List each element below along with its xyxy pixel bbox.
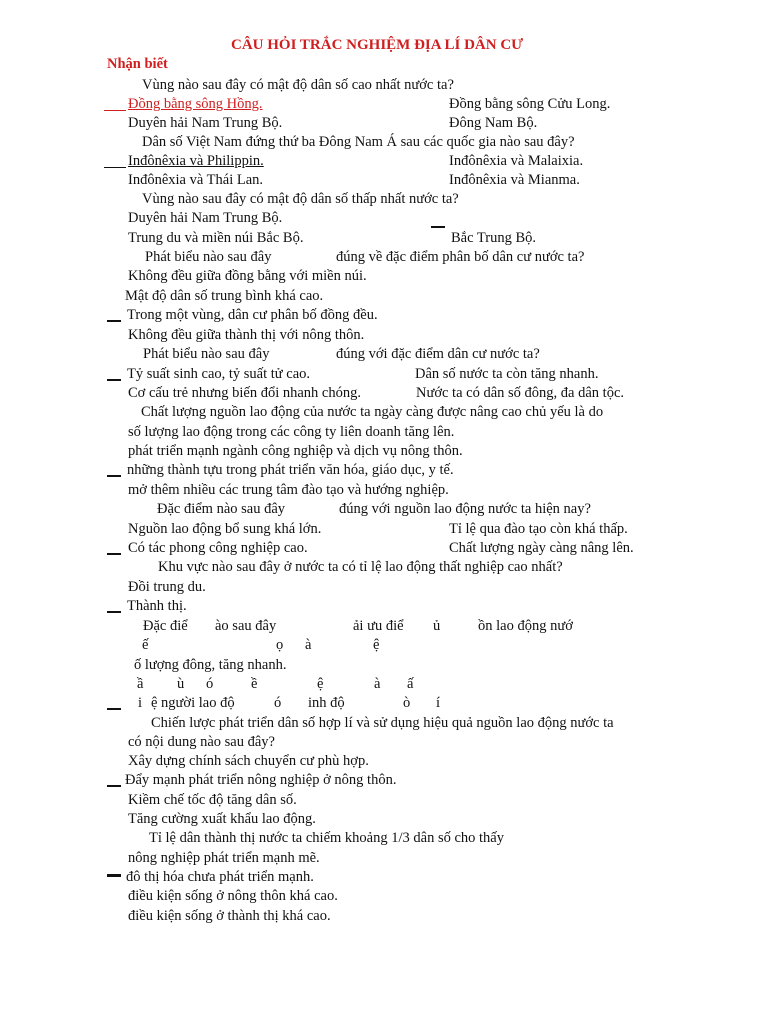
q11-answer-mark: [107, 874, 121, 877]
q10-option-c: Kiềm chế tốc độ tăng dân số.: [128, 792, 297, 808]
q2-answer-mark: [104, 167, 126, 168]
q2-question: Dân số Việt Nam đứng thứ ba Đông Nam Á sau các quốc gia nào sau đây?: [142, 134, 575, 150]
q4-question-end: đúng về đặc điểm phân bố dân cư nước ta?: [336, 249, 585, 265]
q4-option-c: Trong một vùng, dân cư phân bố đồng đều.: [127, 307, 378, 323]
q10-question-line2: có nội dung nào sau đây?: [128, 734, 275, 750]
q7-question-end: đúng với nguồn lao động nước ta hiện nay?: [339, 501, 591, 517]
q1-option-b: Đồng bằng sông Cửu Long.: [449, 96, 611, 112]
q3-option-c: Bắc Trung Bộ.: [451, 230, 537, 246]
q11-option-b: đô thị hóa chưa phát triển mạnh.: [126, 869, 314, 885]
document-title: CÂU HỎI TRẮC NGHIỆM ĐỊA LÍ DÂN CƯ: [231, 37, 524, 53]
q11-option-d: điều kiện sống ở thành thị khá cao.: [128, 908, 331, 924]
section-heading: Nhận biết: [107, 56, 168, 72]
q9-answer-mark: [107, 708, 121, 710]
q10-question-line1: Chiến lược phát triển dân số hợp lí và sử dụng hiệu quả nguồn lao động nước ta: [151, 715, 614, 731]
q4-option-b: Mật độ dân số trung bình khá cao.: [125, 288, 324, 304]
q9-fragment: à: [305, 637, 312, 653]
q8-answer-mark: [107, 611, 121, 613]
q9-fragment: ồn lao động nướ: [478, 618, 573, 634]
q2-option-c: Inđônêxia và Thái Lan.: [128, 172, 264, 188]
q9-fragment: ầ: [137, 676, 144, 692]
q9-fragment: í: [436, 695, 441, 711]
q6-option-c: những thành tựu trong phát triển văn hóa, giáo dục, y tế.: [127, 462, 454, 478]
q5-option-a: Tỷ suất sinh cao, tỷ suất tử cao.: [127, 366, 311, 382]
q9-fragment: ù: [177, 676, 185, 692]
q5-question-end: đúng với đặc điểm dân cư nước ta?: [336, 346, 540, 362]
q1-option-c: Duyên hải Nam Trung Bộ.: [128, 115, 283, 131]
q8-option-a: Đồi trung du.: [128, 579, 206, 595]
q6-option-d: mở thêm nhiều các trung tâm đào tạo và hướng nghiệp.: [128, 482, 449, 498]
q9-fragment: ào sau đây: [215, 618, 277, 634]
q9-fragment: ải ưu điể: [353, 618, 404, 634]
q3-option-b: Trung du và miền núi Bắc Bộ.: [128, 230, 304, 246]
q6-question: Chất lượng nguồn lao động của nước ta ngày càng được nâng cao chủ yếu là do: [141, 404, 604, 420]
q5-option-d: Nước ta có dân số đông, đa dân tộc.: [416, 385, 624, 401]
q5-question-start: Phát biểu nào sau đây: [143, 346, 270, 362]
q9-fragment: ệ người lao độ: [151, 695, 235, 711]
q8-option-b: Thành thị.: [127, 598, 187, 614]
q7-question-start: Đặc điểm nào sau đây: [157, 501, 286, 517]
q9-fragment: i: [138, 695, 143, 711]
q11-option-c: điều kiện sống ở nông thôn khá cao.: [128, 888, 338, 904]
q6-option-b: phát triển mạnh ngành công nghiệp và dịch vụ nông thôn.: [128, 443, 463, 459]
q4-option-d: Không đều giữa thành thị với nông thôn.: [128, 327, 365, 343]
q9-fragment: ệ: [317, 676, 324, 692]
q10-option-b: Đẩy mạnh phát triển nông nghiệp ở nông thôn.: [125, 772, 397, 788]
q9-fragment: ọ: [276, 637, 284, 653]
q2-option-b: Inđônêxia và Malaixia.: [449, 153, 584, 169]
q9-fragment: ó: [274, 695, 282, 711]
q6-answer-mark: [107, 475, 121, 477]
q9-fragment: ố lượng đông, tăng nhanh.: [134, 657, 287, 673]
q9-fragment: ề: [251, 676, 258, 692]
q9-fragment: ấ: [407, 676, 414, 692]
q9-fragment: ò: [403, 695, 411, 711]
q7-answer-mark: [107, 553, 121, 555]
q9-fragment: ó: [206, 676, 214, 692]
q9-fragment: Đặc điể: [143, 618, 188, 634]
q3-question: Vùng nào sau đây có mật độ dân số thấp nhất nước ta?: [142, 191, 459, 207]
q3-option-a: Duyên hải Nam Trung Bộ.: [128, 210, 283, 226]
q2-option-a: Inđônêxia và Philippin.: [128, 153, 264, 169]
q5-option-b: Dân số nước ta còn tăng nhanh.: [415, 366, 599, 382]
q9-fragment: à: [374, 676, 381, 692]
q7-option-b: Tỉ lệ qua đào tạo còn khá thấp.: [449, 521, 628, 537]
q4-question-start: Phát biểu nào sau đây: [145, 249, 272, 265]
q10-option-a: Xây dựng chính sách chuyển cư phù hợp.: [128, 753, 369, 769]
q2-option-d: Inđônêxia và Mianma.: [449, 172, 580, 188]
q3-answer-mark: [431, 226, 445, 228]
q4-option-a: Không đều giữa đồng bằng với miền núi.: [128, 268, 367, 284]
q1-question: Vùng nào sau đây có mật độ dân số cao nhất nước ta?: [142, 77, 454, 93]
q8-question: Khu vực nào sau đây ở nước ta có tỉ lệ lao động thất nghiệp cao nhất?: [158, 559, 563, 575]
q5-option-c: Cơ cấu trẻ nhưng biến đổi nhanh chóng.: [128, 385, 361, 401]
q6-option-a: số lượng lao động trong các công ty liên doanh tăng lên.: [128, 424, 455, 440]
q10-answer-mark: [107, 785, 121, 787]
q7-option-c: Có tác phong công nghiệp cao.: [128, 540, 308, 556]
q7-option-a: Nguồn lao động bổ sung khá lớn.: [128, 521, 322, 537]
q9-fragment: inh độ: [308, 695, 345, 711]
q7-option-d: Chất lượng ngày càng nâng lên.: [449, 540, 634, 556]
q11-option-a: nông nghiệp phát triển mạnh mẽ.: [128, 850, 320, 866]
q1-answer-mark: [104, 110, 126, 111]
q1-option-d: Đông Nam Bộ.: [449, 115, 538, 131]
q1-option-a: Đồng bằng sông Hồng.: [128, 96, 263, 112]
q10-option-d: Tăng cường xuất khẩu lao động.: [128, 811, 316, 827]
q9-fragment: ệ: [373, 637, 380, 653]
q4-answer-mark: [107, 320, 121, 322]
q11-question: Tỉ lệ dân thành thị nước ta chiếm khoảng 1/3 dân số cho thấy: [149, 830, 504, 846]
q5-answer-mark: [107, 379, 121, 381]
q9-fragment: ế: [142, 637, 149, 653]
q9-fragment: ủ: [433, 618, 441, 634]
